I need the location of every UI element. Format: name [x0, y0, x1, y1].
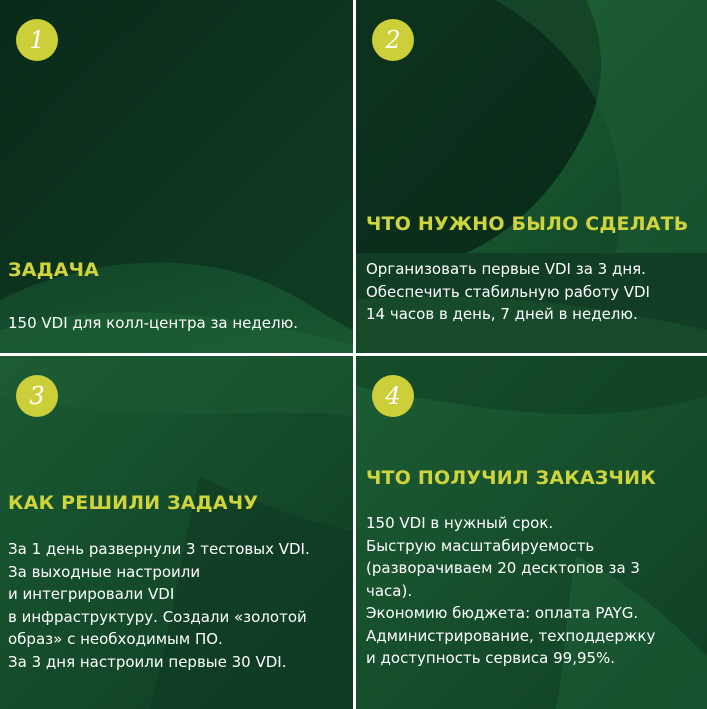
card-body-line: образ» с необходимым ПО.	[8, 630, 223, 648]
card-body-line: 150 VDI в нужный срок.	[366, 514, 554, 532]
card-title: ЗАДАЧА	[8, 259, 100, 281]
step-number-badge: 2	[372, 19, 414, 61]
card-body-line: и доступность сервиса 99,95%.	[366, 649, 616, 667]
card-title: ЧТО ПОЛУЧИЛ ЗАКАЗЧИК	[366, 467, 656, 489]
step-number-badge: 4	[372, 375, 414, 417]
card-body	[8, 312, 349, 335]
step-number-badge: 1	[16, 19, 58, 61]
card-body-line: Организовать первые VDI за 3 дня.	[366, 260, 646, 278]
card-body-line: 150 VDI для колл-центра за неделю.	[8, 314, 298, 332]
card-body-line: Обеспечить стабильную работу VDI	[366, 282, 650, 301]
card-task	[0, 0, 353, 353]
card-body-line: в инфраструктуру. Создали «золотой	[8, 607, 307, 626]
card-body-line: (разворачиваем 20 десктопов за 3	[366, 559, 640, 577]
card-body-line: За выходные настроили	[8, 562, 201, 581]
card-title: КАК РЕШИЛИ ЗАДАЧУ	[8, 492, 259, 514]
card-body-line: За 1 день развернули 3 тестовых VDI.	[8, 540, 310, 558]
card-body	[366, 258, 703, 326]
card-body-line: и интегрировали VDI	[8, 585, 175, 603]
card-what-to-do	[356, 0, 707, 353]
card-body	[366, 512, 703, 670]
step-number-badge: 3	[16, 375, 58, 417]
card-solution	[0, 356, 353, 709]
card-body	[8, 538, 349, 673]
card-body-line: За 3 дня настроили первые 30 VDI.	[8, 652, 287, 671]
card-body-line: Администрирование, техподдержку	[366, 626, 656, 645]
card-title: ЧТО НУЖНО БЫЛО СДЕЛАТЬ	[366, 213, 689, 235]
card-result	[356, 356, 707, 709]
card-body-line: Экономию бюджета: оплата PAYG.	[366, 604, 639, 622]
card-body-line: 14 часов в день, 7 дней в неделю.	[366, 305, 638, 323]
card-body-line: часа).	[366, 581, 413, 600]
card-body-line: Быструю масштабируемость	[366, 536, 595, 555]
